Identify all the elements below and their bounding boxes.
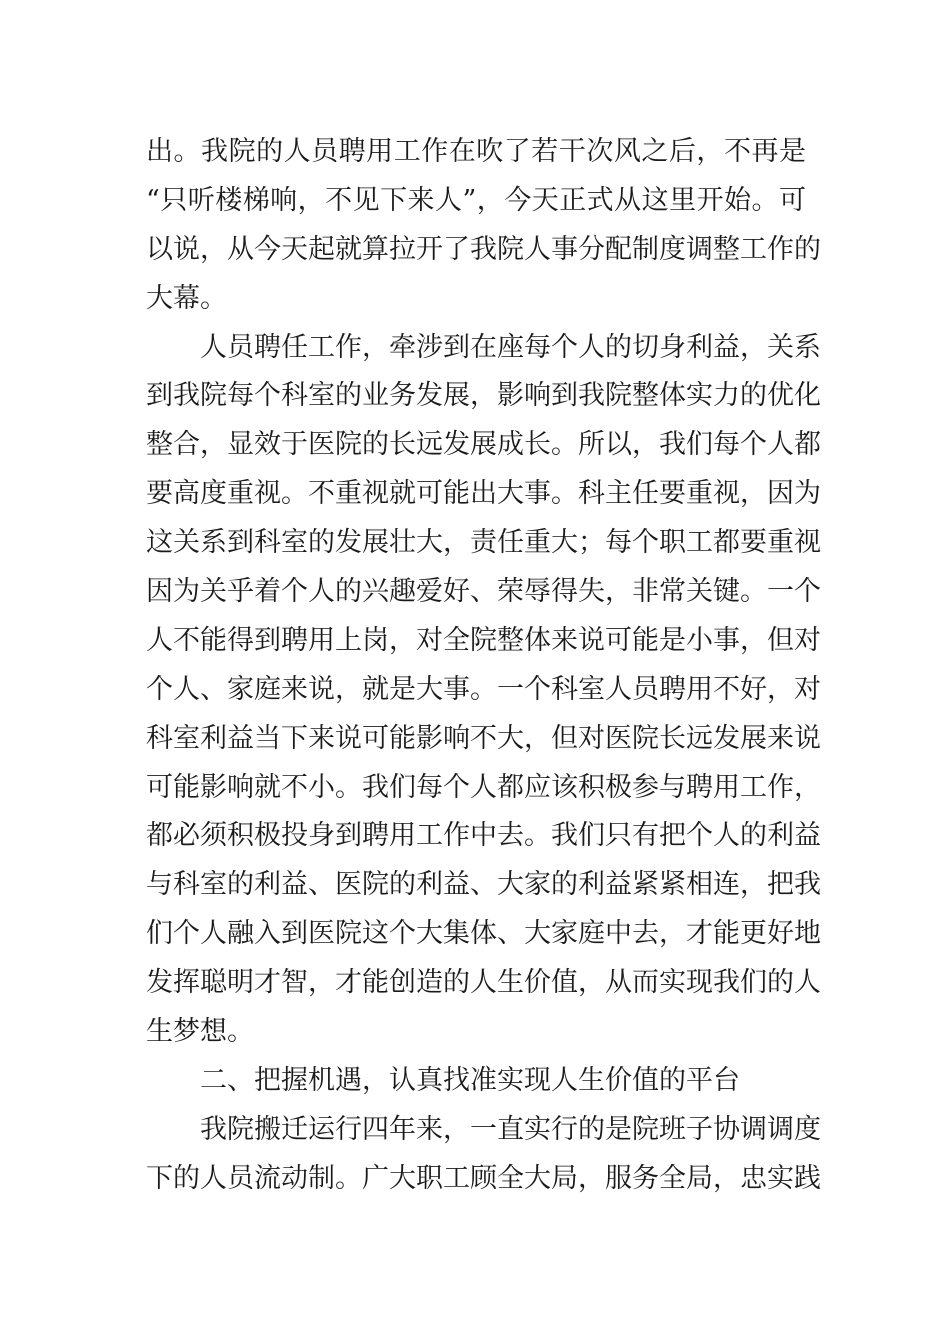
text-line: 科室利益当下来说可能影响不大，但对医院长远发展来说: [146, 722, 821, 754]
text-line: 个人、家庭来说，就是大事。一个科室人员聘用不好，对: [146, 673, 821, 705]
text-line: 都必须积极投身到聘用工作中去。我们只有把个人的利益: [146, 820, 821, 852]
text-line: 要高度重视。不重视就可能出大事。科主任要重视，因为: [146, 478, 821, 510]
text-line: 以说，从今天起就算拉开了我院人事分配制度调整工作的: [146, 233, 821, 265]
text-line: 生梦想。: [146, 1016, 254, 1048]
text-line: 到我院每个科室的业务发展，影响到我院整体实力的优化: [146, 380, 821, 412]
document-body: [146, 128, 821, 1204]
text-line: 大幕。: [146, 282, 227, 314]
text-line: 出。我院的人员聘用工作在吹了若干次风之后，不再是: [146, 136, 806, 167]
text-line: 整合，显效于医院的长远发展成长。所以，我们每个人都: [146, 429, 821, 461]
text-line: “只听楼梯响，不见下来人”，今天正式从这里开始。可: [146, 184, 806, 216]
text-line: 人不能得到聘用上岗，对全院整体来说可能是小事，但对: [146, 624, 821, 656]
text-line: 可能影响就不小。我们每个人都应该积极参与聘用工作，: [146, 771, 821, 803]
paragraph-start-line: 人员聘任工作，牵涉到在座每个人的切身利益，关系: [200, 331, 821, 363]
text-line: 因为关乎着个人的兴趣爱好、荣辱得失，非常关键。一个: [146, 576, 821, 608]
section-heading: 二、把握机遇，认真找准实现人生价值的平台: [200, 1064, 740, 1096]
text-line: 下的人员流动制。广大职工顾全大局，服务全局，忠实践: [146, 1162, 821, 1194]
paragraph-start-line: 我院搬迁运行四年来，一直实行的是院班子协调调度: [200, 1113, 821, 1145]
text-line: 与科室的利益、医院的利益、大家的利益紧紧相连，把我: [146, 869, 821, 901]
text-line: 这关系到科室的发展壮大，责任重大；每个职工都要重视: [146, 527, 821, 559]
text-line: 们个人融入到医院这个大集体、大家庭中去，才能更好地: [146, 918, 821, 950]
text-line: 发挥聪明才智，才能创造的人生价值，从而实现我们的人: [146, 967, 821, 999]
